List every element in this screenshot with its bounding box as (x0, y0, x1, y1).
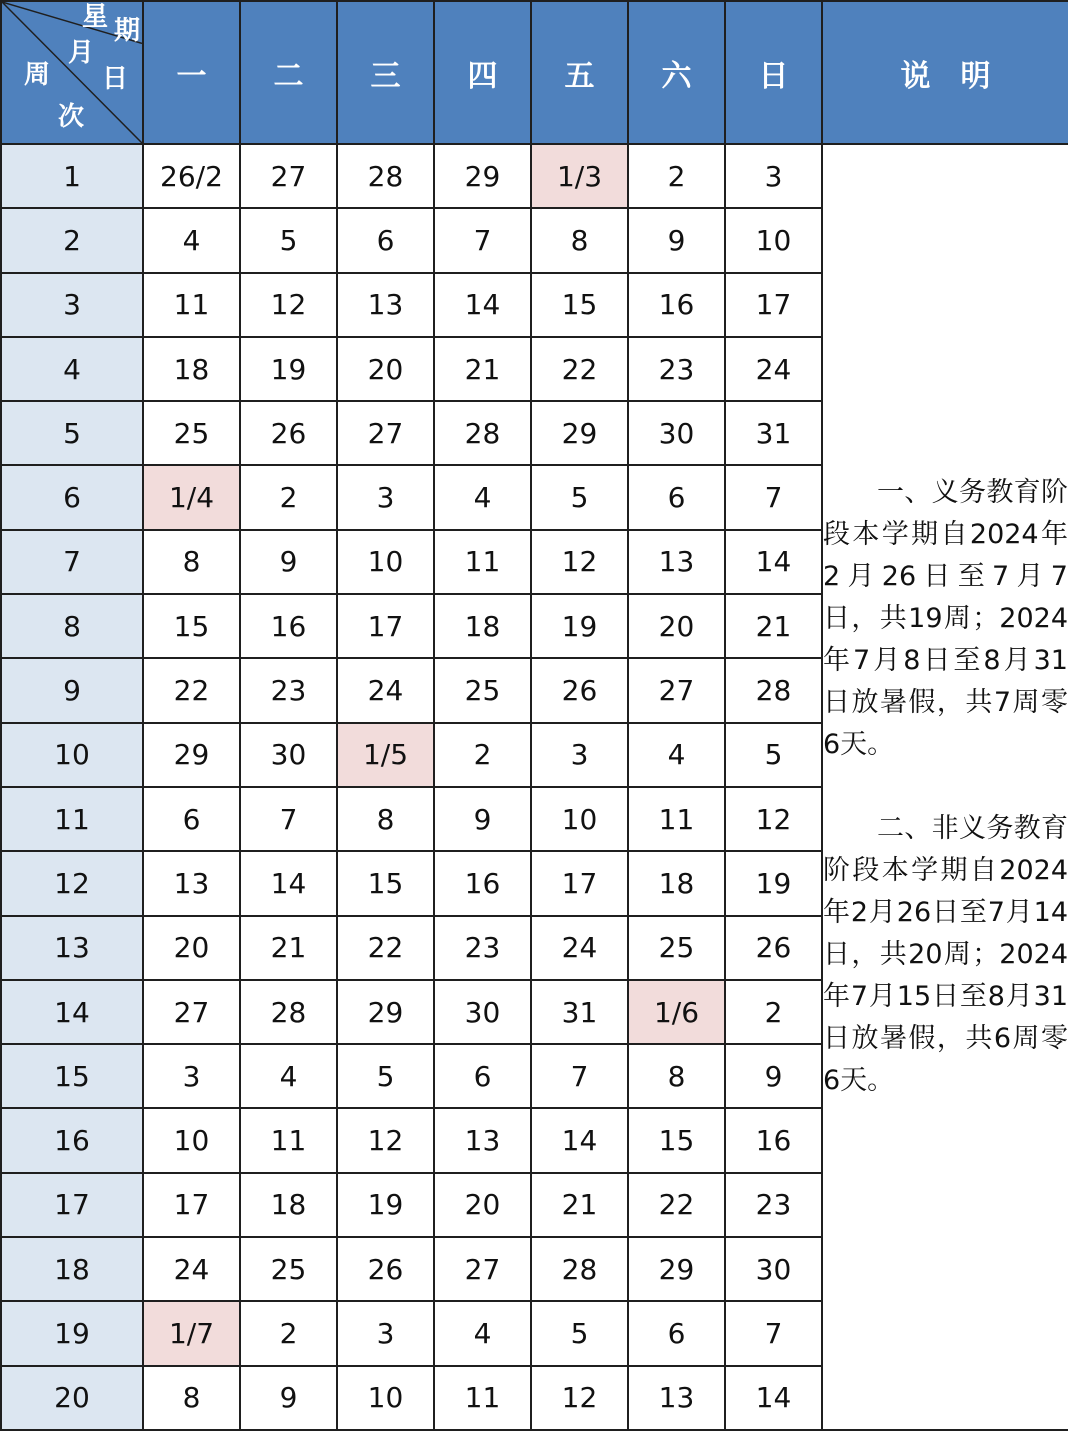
date-cell: 24 (725, 337, 822, 401)
date-cell: 5 (531, 1301, 628, 1365)
date-cell: 27 (628, 658, 725, 722)
date-cell: 9 (240, 1366, 337, 1430)
date-cell: 20 (434, 1173, 531, 1237)
date-cell: 19 (725, 851, 822, 915)
table-row (1, 144, 1068, 208)
date-cell: 29 (434, 144, 531, 208)
date-cell: 22 (531, 337, 628, 401)
date-cell: 14 (531, 1108, 628, 1172)
week-number-cell: 3 (1, 273, 143, 337)
date-cell: 25 (143, 401, 240, 465)
week-number-cell: 7 (1, 530, 143, 594)
week-number-cell: 1 (1, 144, 143, 208)
calendar-body (1, 144, 1068, 1430)
date-cell: 26/2 (143, 144, 240, 208)
day-header-thu: 四 (434, 1, 531, 144)
date-cell: 3 (337, 465, 434, 529)
week-number-cell: 4 (1, 337, 143, 401)
week-number-cell: 5 (1, 401, 143, 465)
date-cell: 14 (725, 1366, 822, 1430)
date-cell: 2 (434, 723, 531, 787)
date-cell: 15 (628, 1108, 725, 1172)
date-cell: 31 (725, 401, 822, 465)
date-cell: 14 (240, 851, 337, 915)
date-cell: 4 (434, 1301, 531, 1365)
date-cell: 8 (337, 787, 434, 851)
date-cell: 9 (628, 208, 725, 272)
date-cell: 28 (725, 658, 822, 722)
week-number-cell: 10 (1, 723, 143, 787)
week-number-cell: 16 (1, 1108, 143, 1172)
week-number-cell: 13 (1, 916, 143, 980)
note-paragraph: 一、义务教育阶段本学期自2024年2月26日至7月7日，共19周；2024年7月8日至8月31日放暑假，共7周零6天。 (823, 476, 1068, 760)
date-cell: 3 (337, 1301, 434, 1365)
date-cell: 13 (143, 851, 240, 915)
date-cell: 30 (434, 980, 531, 1044)
date-cell: 29 (628, 1237, 725, 1301)
date-cell: 11 (434, 530, 531, 594)
date-cell: 24 (337, 658, 434, 722)
day-header-mon: 一 (143, 1, 240, 144)
date-cell: 10 (337, 530, 434, 594)
date-cell: 15 (531, 273, 628, 337)
date-cell: 6 (628, 465, 725, 529)
date-cell: 6 (337, 208, 434, 272)
date-cell: 23 (725, 1173, 822, 1237)
date-cell: 7 (531, 1044, 628, 1108)
date-cell: 6 (434, 1044, 531, 1108)
month-start-date-cell: 1/3 (531, 144, 628, 208)
date-cell: 12 (337, 1108, 434, 1172)
date-cell: 30 (240, 723, 337, 787)
date-cell: 8 (143, 1366, 240, 1430)
day-header-sun: 日 (725, 1, 822, 144)
date-cell: 24 (531, 916, 628, 980)
date-cell: 3 (143, 1044, 240, 1108)
corner-header (1, 1, 143, 144)
date-cell: 21 (725, 594, 822, 658)
date-cell: 27 (337, 401, 434, 465)
month-start-date-cell: 1/5 (337, 723, 434, 787)
date-cell: 26 (337, 1237, 434, 1301)
date-cell: 26 (725, 916, 822, 980)
date-cell: 15 (337, 851, 434, 915)
date-cell: 22 (628, 1173, 725, 1237)
date-cell: 20 (628, 594, 725, 658)
date-cell: 7 (725, 1301, 822, 1365)
date-cell: 2 (240, 465, 337, 529)
week-number-cell: 8 (1, 594, 143, 658)
date-cell: 5 (531, 465, 628, 529)
date-cell: 21 (531, 1173, 628, 1237)
day-header-wed: 三 (337, 1, 434, 144)
corner-label-ci: 次 (58, 102, 85, 132)
date-cell: 23 (628, 337, 725, 401)
week-number-cell: 20 (1, 1366, 143, 1430)
day-header-sat: 六 (628, 1, 725, 144)
date-cell: 19 (337, 1173, 434, 1237)
date-cell: 24 (143, 1237, 240, 1301)
date-cell: 27 (240, 144, 337, 208)
date-cell: 13 (434, 1108, 531, 1172)
notes-header: 说 明 (822, 1, 1068, 144)
day-header-tue: 二 (240, 1, 337, 144)
date-cell: 9 (434, 787, 531, 851)
date-cell: 2 (725, 980, 822, 1044)
date-cell: 14 (725, 530, 822, 594)
date-cell: 22 (337, 916, 434, 980)
date-cell: 5 (240, 208, 337, 272)
month-start-date-cell: 1/4 (143, 465, 240, 529)
date-cell: 16 (434, 851, 531, 915)
date-cell: 29 (143, 723, 240, 787)
corner-label-zhou: 周 (24, 60, 51, 90)
date-cell: 6 (143, 787, 240, 851)
date-cell: 21 (240, 916, 337, 980)
date-cell: 8 (628, 1044, 725, 1108)
date-cell: 11 (434, 1366, 531, 1430)
note-paragraph: 二、非义务教育阶段本学期自2024年2月26日至7月14日，共20周；2024年7月15日至8月31日放暑假，共6周零6天。 (823, 812, 1068, 1096)
date-cell: 17 (725, 273, 822, 337)
corner-label-yue: 月 (68, 38, 95, 68)
date-cell: 15 (143, 594, 240, 658)
date-cell: 4 (143, 208, 240, 272)
date-cell: 18 (143, 337, 240, 401)
month-start-date-cell: 1/7 (143, 1301, 240, 1365)
date-cell: 10 (531, 787, 628, 851)
date-cell: 4 (240, 1044, 337, 1108)
date-cell: 22 (143, 658, 240, 722)
date-cell: 29 (337, 980, 434, 1044)
date-cell: 11 (628, 787, 725, 851)
date-cell: 3 (725, 144, 822, 208)
date-cell: 17 (143, 1173, 240, 1237)
date-cell: 13 (337, 273, 434, 337)
date-cell: 23 (240, 658, 337, 722)
date-cell: 14 (434, 273, 531, 337)
month-start-date-cell: 1/6 (628, 980, 725, 1044)
date-cell: 30 (725, 1237, 822, 1301)
date-cell: 16 (240, 594, 337, 658)
date-cell: 18 (240, 1173, 337, 1237)
date-cell: 18 (434, 594, 531, 658)
date-cell: 29 (531, 401, 628, 465)
date-cell: 13 (628, 1366, 725, 1430)
date-cell: 12 (240, 273, 337, 337)
date-cell: 28 (434, 401, 531, 465)
date-cell: 25 (628, 916, 725, 980)
date-cell: 20 (143, 916, 240, 980)
date-cell: 7 (434, 208, 531, 272)
date-cell: 23 (434, 916, 531, 980)
date-cell: 27 (143, 980, 240, 1044)
notes-text (823, 472, 1068, 1102)
day-header-fri: 五 (531, 1, 628, 144)
date-cell: 19 (531, 594, 628, 658)
week-number-cell: 2 (1, 208, 143, 272)
date-cell: 28 (240, 980, 337, 1044)
date-cell: 9 (725, 1044, 822, 1108)
date-cell: 31 (531, 980, 628, 1044)
date-cell: 10 (143, 1108, 240, 1172)
date-cell: 8 (531, 208, 628, 272)
date-cell: 13 (628, 530, 725, 594)
date-cell: 6 (628, 1301, 725, 1365)
date-cell: 10 (725, 208, 822, 272)
date-cell: 9 (240, 530, 337, 594)
corner-label-xing: 星 (82, 2, 109, 32)
date-cell: 3 (531, 723, 628, 787)
date-cell: 27 (434, 1237, 531, 1301)
week-number-cell: 11 (1, 787, 143, 851)
date-cell: 8 (143, 530, 240, 594)
corner-label-ri: 日 (102, 64, 129, 94)
date-cell: 7 (725, 465, 822, 529)
week-number-cell: 14 (1, 980, 143, 1044)
date-cell: 16 (725, 1108, 822, 1172)
date-cell: 26 (240, 401, 337, 465)
date-cell: 25 (240, 1237, 337, 1301)
corner-label-qi: 期 (114, 16, 141, 46)
date-cell: 19 (240, 337, 337, 401)
date-cell: 17 (531, 851, 628, 915)
date-cell: 17 (337, 594, 434, 658)
week-number-cell: 19 (1, 1301, 143, 1365)
date-cell: 2 (240, 1301, 337, 1365)
date-cell: 25 (434, 658, 531, 722)
week-number-cell: 17 (1, 1173, 143, 1237)
header-row (1, 1, 1068, 144)
date-cell: 26 (531, 658, 628, 722)
date-cell: 2 (628, 144, 725, 208)
date-cell: 28 (531, 1237, 628, 1301)
week-number-cell: 6 (1, 465, 143, 529)
date-cell: 12 (725, 787, 822, 851)
notes-cell (822, 144, 1068, 1430)
date-cell: 30 (628, 401, 725, 465)
date-cell: 4 (628, 723, 725, 787)
date-cell: 10 (337, 1366, 434, 1430)
week-number-cell: 18 (1, 1237, 143, 1301)
date-cell: 18 (628, 851, 725, 915)
date-cell: 11 (143, 273, 240, 337)
week-number-cell: 12 (1, 851, 143, 915)
date-cell: 12 (531, 1366, 628, 1430)
date-cell: 21 (434, 337, 531, 401)
week-number-cell: 9 (1, 658, 143, 722)
date-cell: 5 (337, 1044, 434, 1108)
date-cell: 5 (725, 723, 822, 787)
date-cell: 4 (434, 465, 531, 529)
week-number-cell: 15 (1, 1044, 143, 1108)
date-cell: 12 (531, 530, 628, 594)
date-cell: 28 (337, 144, 434, 208)
date-cell: 16 (628, 273, 725, 337)
date-cell: 20 (337, 337, 434, 401)
date-cell: 11 (240, 1108, 337, 1172)
date-cell: 7 (240, 787, 337, 851)
